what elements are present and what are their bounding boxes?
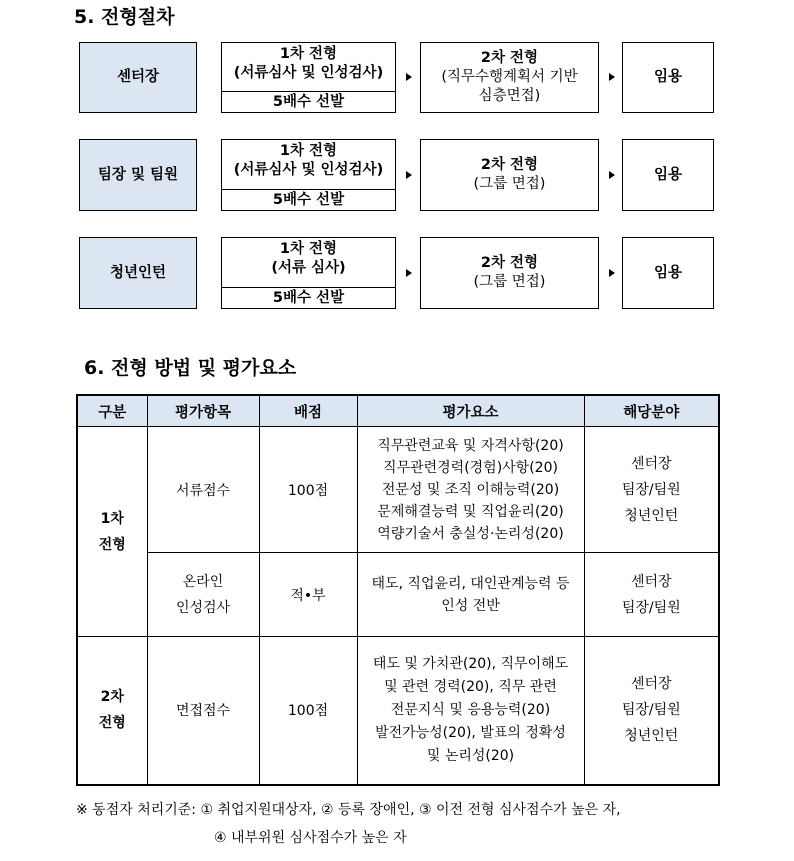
category-label: 팀장 및 팀원	[97, 166, 179, 183]
stage1-box	[221, 237, 396, 309]
stage1-title: 1차 전형	[279, 46, 338, 62]
arrow-right-icon	[406, 269, 412, 277]
hire-box	[622, 42, 714, 113]
field-line: 센터장	[630, 455, 672, 472]
element-line: 역량기술서 충실성·논리성(20)	[377, 525, 564, 542]
tiebreak-line-2: ④ 내부위원 심사점수가 높은 자	[214, 830, 407, 846]
hire-box	[622, 237, 714, 309]
element-line: 인성 전반	[441, 597, 500, 614]
stage1-subtitle: (서류 심사)	[271, 260, 346, 276]
item-cell: 면접점수	[147, 637, 259, 785]
stage-label: 전형	[98, 536, 126, 553]
header-cell: 해당분야	[584, 395, 719, 427]
field-line: 청년인턴	[624, 728, 679, 745]
selection-label: 5배수 선발	[221, 189, 396, 211]
arrow-right-icon	[609, 269, 615, 277]
stage2-subtitle-2: 심층면접)	[478, 88, 541, 104]
element-line: 태도 및 가치관(20), 직무이해도	[372, 655, 569, 672]
stage-label: 전형	[98, 715, 126, 732]
item-cell	[147, 553, 259, 637]
fields-cell	[584, 553, 719, 637]
field-line: 청년인턴	[624, 507, 679, 524]
section-6-title: 6. 전형 방법 및 평가요소	[84, 357, 297, 379]
table-header-row	[77, 395, 719, 427]
stage2-title: 2차 전형	[480, 255, 539, 271]
stage2-subtitle: (그룹 면접)	[473, 274, 546, 290]
hire-label: 임용	[653, 166, 682, 183]
elements-cell	[357, 427, 584, 553]
item-line: 온라인	[182, 573, 224, 590]
header-cell: 구분	[77, 395, 147, 427]
field-line: 센터장	[630, 573, 672, 590]
category-box	[79, 139, 197, 211]
element-line: 태도, 직업윤리, 대인관계능력 등	[371, 575, 570, 592]
table-row	[77, 553, 719, 637]
elements-cell	[357, 637, 584, 785]
stage2-subtitle: (직무수행계획서 기반	[441, 69, 578, 85]
hire-label: 임용	[653, 69, 682, 85]
fields-cell	[584, 637, 719, 785]
stage1-title: 1차 전형	[279, 143, 338, 159]
tiebreak-line-1: ※ 동점자 처리기준: ① 취업지원대상자, ② 등록 장애인, ③ 이전 전형 심사점수가 높은 자,	[76, 802, 621, 818]
stage-label: 1차	[100, 510, 124, 527]
item-cell: 서류점수	[147, 427, 259, 553]
selection-label: 5배수 선발	[221, 287, 396, 309]
element-line: 및 논리성(20)	[426, 747, 515, 764]
category-label: 센터장	[116, 69, 160, 85]
stage1-box	[221, 42, 396, 113]
arrow-right-icon	[609, 171, 615, 179]
element-line: 직무관련경력(경험)사항(20)	[383, 459, 558, 476]
stage2-box	[420, 139, 599, 211]
stage2-title: 2차 전형	[480, 50, 539, 66]
stage-label: 2차	[100, 689, 124, 706]
field-line: 팀장/팀원	[621, 599, 681, 616]
header-cell: 배점	[259, 395, 357, 427]
stage2-title: 2차 전형	[480, 157, 539, 173]
stage2-subtitle: (그룹 면접)	[473, 176, 546, 192]
section-5-title: 5. 전형절차	[74, 6, 175, 28]
table-row	[77, 637, 719, 785]
stage1-title: 1차 전형	[279, 241, 338, 257]
element-line: 전문지식 및 응용능력(20)	[390, 701, 551, 718]
element-line: 및 관련 경력(20), 직무 관련	[384, 678, 557, 695]
category-label: 청년인턴	[109, 264, 167, 281]
elements-cell	[357, 553, 584, 637]
field-line: 팀장/팀원	[621, 481, 681, 498]
fields-cell	[584, 427, 719, 553]
stage-cell	[77, 637, 147, 785]
stage2-box	[420, 237, 599, 309]
category-box	[79, 237, 197, 309]
element-line: 전문성 및 조직 이해능력(20)	[381, 481, 560, 498]
arrow-right-icon	[406, 171, 412, 179]
arrow-right-icon	[609, 73, 615, 81]
stage1-box	[221, 139, 396, 211]
category-box	[79, 42, 197, 113]
score-cell: 적•부	[259, 553, 357, 637]
score-cell: 100점	[259, 427, 357, 553]
table-row	[77, 427, 719, 553]
element-line: 발전가능성(20), 발표의 정확성	[375, 724, 566, 741]
item-line: 인성검사	[175, 599, 231, 616]
stage1-subtitle: (서류심사 및 인성검사)	[233, 65, 384, 81]
field-line: 센터장	[630, 676, 672, 693]
stage2-box	[420, 42, 599, 113]
header-cell: 평가항목	[147, 395, 259, 427]
element-line: 문제해결능력 및 직업윤리(20)	[377, 503, 564, 520]
field-line: 팀장/팀원	[621, 702, 681, 719]
hire-label: 임용	[653, 264, 682, 281]
hire-box	[622, 139, 714, 211]
tiebreak-note	[76, 796, 621, 852]
score-cell: 100점	[259, 637, 357, 785]
arrow-right-icon	[406, 73, 412, 81]
header-cell: 평가요소	[357, 395, 584, 427]
stage-cell	[77, 427, 147, 637]
evaluation-table	[76, 394, 720, 786]
element-line: 직무관련교육 및 자격사항(20)	[377, 437, 564, 454]
selection-label: 5배수 선발	[221, 91, 396, 113]
stage1-subtitle: (서류심사 및 인성검사)	[233, 162, 384, 178]
